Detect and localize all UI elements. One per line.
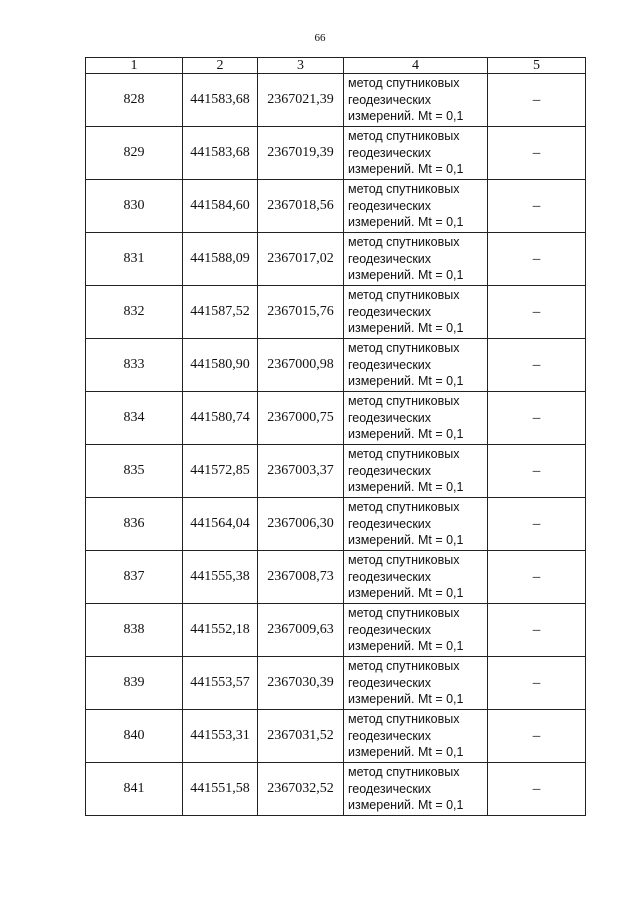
method-cell [344,233,488,286]
y-coordinate-cell: 2367009,63 [258,604,344,657]
method-line: геодезических [348,463,432,478]
method-line: метод спутниковых [348,394,460,409]
extra-cell: – [488,127,586,180]
y-coordinate-cell: 2367021,39 [258,74,344,127]
y-coordinate-cell: 2367032,52 [258,763,344,816]
x-coordinate-cell: 441553,57 [183,657,258,710]
coordinates-table [85,57,586,816]
y-coordinate-cell: 2367015,76 [258,286,344,339]
method-line: измерений. Mt = 0,1 [348,798,464,813]
table-row [86,763,586,816]
method-line: геодезических [348,92,432,107]
method-line: метод спутниковых [348,500,460,515]
method-line: метод спутниковых [348,659,460,674]
method-line: измерений. Mt = 0,1 [348,374,464,389]
y-coordinate-cell: 2367017,02 [258,233,344,286]
method-cell [344,445,488,498]
table-row [86,710,586,763]
extra-cell: – [488,551,586,604]
method-line: метод спутниковых [348,288,460,303]
table-row [86,498,586,551]
method-line: метод спутниковых [348,765,460,780]
header-col-4: 4 [344,58,488,74]
x-coordinate-cell: 441552,18 [183,604,258,657]
method-line: геодезических [348,622,432,637]
y-coordinate-cell: 2367006,30 [258,498,344,551]
extra-cell: – [488,180,586,233]
method-line: метод спутниковых [348,235,460,250]
method-line: геодезических [348,410,432,425]
point-number-cell: 833 [86,339,183,392]
extra-cell: – [488,74,586,127]
method-line: геодезических [348,569,432,584]
x-coordinate-cell: 441584,60 [183,180,258,233]
y-coordinate-cell: 2367018,56 [258,180,344,233]
method-line: измерений. Mt = 0,1 [348,586,464,601]
x-coordinate-cell: 441580,90 [183,339,258,392]
extra-cell: – [488,233,586,286]
x-coordinate-cell: 441583,68 [183,127,258,180]
extra-cell: – [488,286,586,339]
method-line: метод спутниковых [348,606,460,621]
point-number-cell: 829 [86,127,183,180]
table-row [86,445,586,498]
method-cell [344,710,488,763]
method-line: измерений. Mt = 0,1 [348,480,464,495]
point-number-cell: 828 [86,74,183,127]
method-line: измерений. Mt = 0,1 [348,321,464,336]
x-coordinate-cell: 441583,68 [183,74,258,127]
point-number-cell: 834 [86,392,183,445]
x-coordinate-cell: 441555,38 [183,551,258,604]
y-coordinate-cell: 2367019,39 [258,127,344,180]
method-line: измерений. Mt = 0,1 [348,215,464,230]
y-coordinate-cell: 2367031,52 [258,710,344,763]
table-row [86,180,586,233]
method-cell [344,763,488,816]
method-cell [344,498,488,551]
point-number-cell: 837 [86,551,183,604]
point-number-cell: 840 [86,710,183,763]
x-coordinate-cell: 441580,74 [183,392,258,445]
table-row [86,392,586,445]
method-line: геодезических [348,516,432,531]
x-coordinate-cell: 441572,85 [183,445,258,498]
method-cell [344,74,488,127]
point-number-cell: 839 [86,657,183,710]
y-coordinate-cell: 2367003,37 [258,445,344,498]
method-line: метод спутниковых [348,712,460,727]
method-cell [344,392,488,445]
method-line: измерений. Mt = 0,1 [348,268,464,283]
method-line: геодезических [348,304,432,319]
x-coordinate-cell: 441587,52 [183,286,258,339]
header-col-3: 3 [258,58,344,74]
method-line: геодезических [348,251,432,266]
method-line: метод спутниковых [348,182,460,197]
table-row [86,127,586,180]
method-cell [344,180,488,233]
x-coordinate-cell: 441564,04 [183,498,258,551]
table-row [86,74,586,127]
table-row [86,339,586,392]
method-line: метод спутниковых [348,553,460,568]
extra-cell: – [488,339,586,392]
method-line: геодезических [348,198,432,213]
point-number-cell: 841 [86,763,183,816]
point-number-cell: 830 [86,180,183,233]
y-coordinate-cell: 2367030,39 [258,657,344,710]
method-cell [344,551,488,604]
extra-cell: – [488,763,586,816]
point-number-cell: 838 [86,604,183,657]
extra-cell: – [488,498,586,551]
method-cell [344,339,488,392]
method-line: измерений. Mt = 0,1 [348,745,464,760]
method-line: метод спутниковых [348,76,460,91]
method-line: геодезических [348,357,432,372]
x-coordinate-cell: 441551,58 [183,763,258,816]
method-line: измерений. Mt = 0,1 [348,427,464,442]
table-row [86,551,586,604]
method-line: метод спутниковых [348,129,460,144]
method-cell [344,604,488,657]
method-cell [344,657,488,710]
method-line: геодезических [348,728,432,743]
extra-cell: – [488,657,586,710]
y-coordinate-cell: 2367008,73 [258,551,344,604]
point-number-cell: 836 [86,498,183,551]
table-row [86,286,586,339]
method-line: геодезических [348,781,432,796]
method-line: измерений. Mt = 0,1 [348,109,464,124]
method-cell [344,286,488,339]
header-col-2: 2 [183,58,258,74]
extra-cell: – [488,710,586,763]
y-coordinate-cell: 2367000,75 [258,392,344,445]
table-row [86,233,586,286]
method-line: измерений. Mt = 0,1 [348,533,464,548]
table-body [86,74,586,816]
table-row [86,604,586,657]
table-header [86,58,586,74]
method-line: измерений. Mt = 0,1 [348,162,464,177]
method-line: метод спутниковых [348,447,460,462]
extra-cell: – [488,392,586,445]
y-coordinate-cell: 2367000,98 [258,339,344,392]
method-line: измерений. Mt = 0,1 [348,639,464,654]
method-line: метод спутниковых [348,341,460,356]
header-row [86,58,586,74]
point-number-cell: 835 [86,445,183,498]
method-line: геодезических [348,145,432,160]
page-number: 66 [314,32,326,44]
x-coordinate-cell: 441588,09 [183,233,258,286]
method-line: измерений. Mt = 0,1 [348,692,464,707]
table-row [86,657,586,710]
method-line: геодезических [348,675,432,690]
extra-cell: – [488,445,586,498]
extra-cell: – [488,604,586,657]
point-number-cell: 832 [86,286,183,339]
header-col-5: 5 [488,58,586,74]
point-number-cell: 831 [86,233,183,286]
x-coordinate-cell: 441553,31 [183,710,258,763]
header-col-1: 1 [86,58,183,74]
method-cell [344,127,488,180]
